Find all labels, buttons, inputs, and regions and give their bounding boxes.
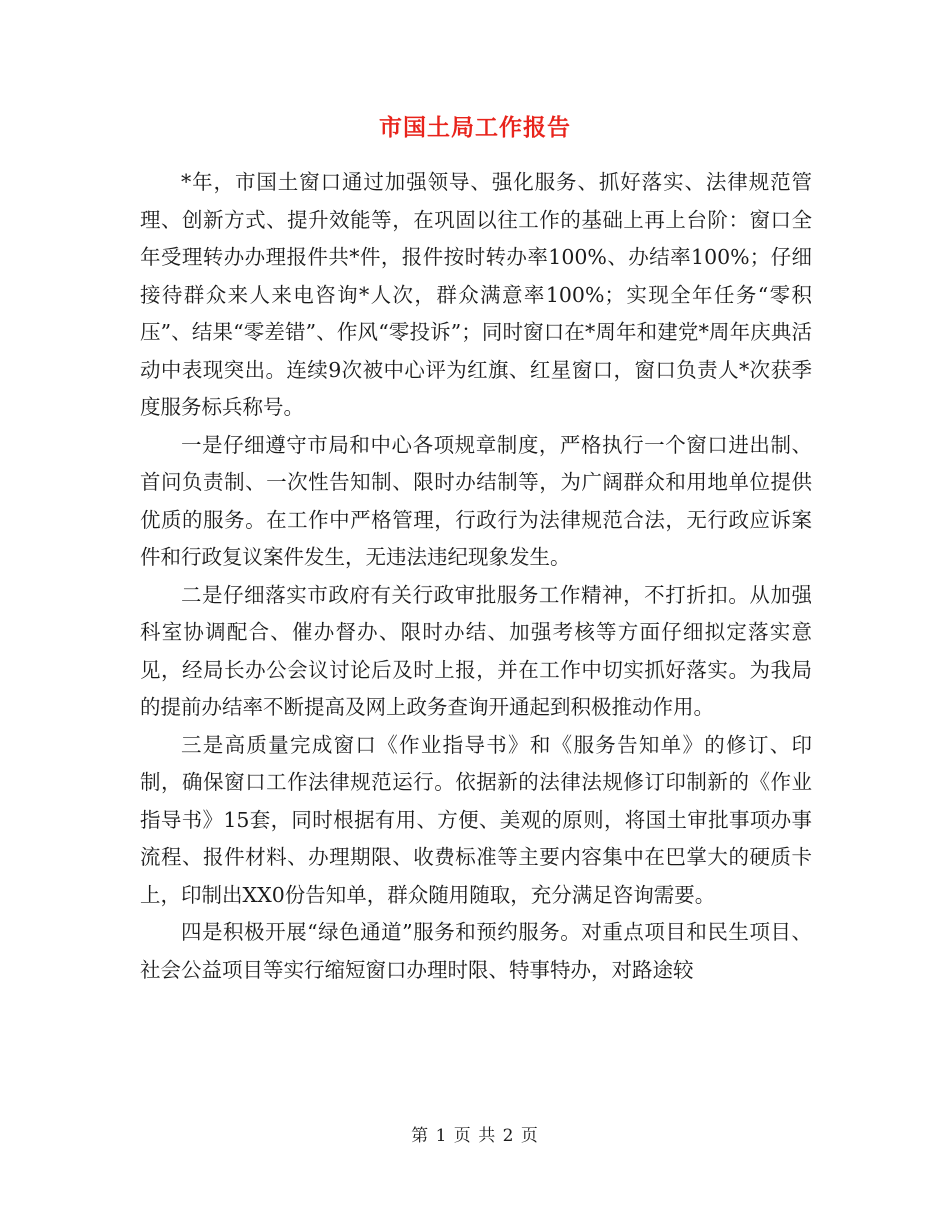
paragraph-point-4: 四是积极开展“绿色通道”服务和预约服务。对重点项目和民生项目、社会公益项目等实行缩短窗口办理时限、特事特办，对路途较 [140, 920, 812, 982]
document-body [140, 164, 812, 989]
paragraph-intro: *年，市国土窗口通过加强领导、强化服务、抓好落实、法律规范管理、创新方式、提升效能等，在巩固以往工作的基础上再上台阶：窗口全年受理转办办理报件共*件，报件按时转办率100%、办结率100%；仔细接待群众来人来电咨询*人次，群众满意率100%；实现全年任务“零积压”、结果“零差错”、作风“零投诉”；同时窗口在*周年和建党*周年庆典活动中表现突出。连续9次被中心评为红旗、红星窗口，窗口负责人*次获季度服务标兵称号。 [140, 170, 812, 419]
page-footer: 第 1 页 共 2 页 [411, 1126, 539, 1146]
paragraph-point-2: 二是仔细落实市政府有关行政审批服务工作精神，不打折扣。从加强科室协调配合、催办督办、限时办结、加强考核等方面仔细拟定落实意见，经局长办公会议讨论后及时上报，并在工作中切实抓好落实。为我局的提前办结率不断提高及网上政务查询开通起到积极推动作用。 [140, 582, 812, 719]
paragraph-point-3: 三是高质量完成窗口《作业指导书》和《服务告知单》的修订、印制，确保窗口工作法律规范运行。依据新的法律法规修订印制新的《作业指导书》15套，同时根据有用、方便、美观的原则，将国土审批事项办事流程、报件材料、办理期限、收费标准等主要内容集中在巴掌大的硬质卡上，印制出XX0份告知单，群众随用随取，充分满足咨询需要。 [140, 732, 812, 907]
document-title: 市国土局工作报告 [379, 114, 571, 141]
paragraph-point-1: 一是仔细遵守市局和中心各项规章制度，严格执行一个窗口进出制、首问负责制、一次性告知制、限时办结制等，为广阔群众和用地单位提供优质的服务。在工作中严格管理，行政行为法律规范合法，无行政应诉案件和行政复议案件发生，无违法违纪现象发生。 [140, 432, 812, 569]
